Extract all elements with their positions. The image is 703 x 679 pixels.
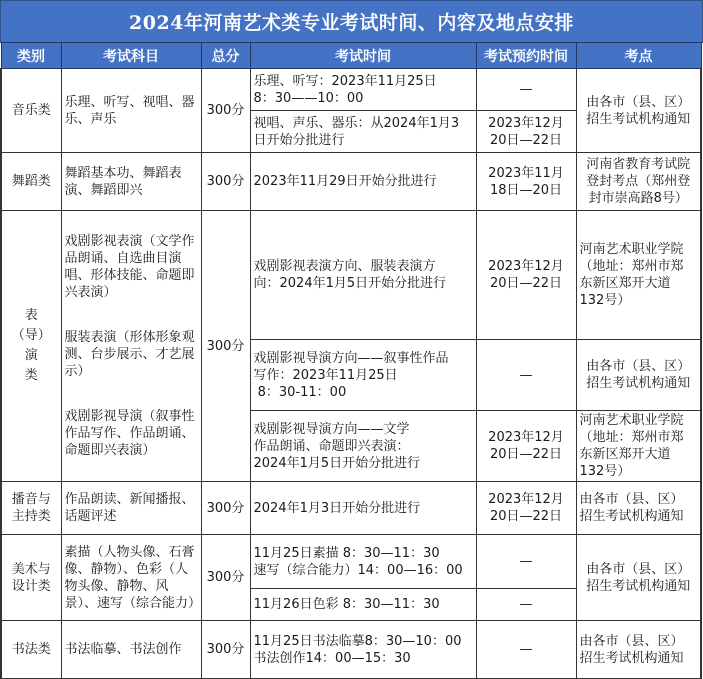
header-score: 总分 <box>201 43 250 69</box>
location-cell: 由各市（县、区） 招生考试机构通知 <box>576 621 701 679</box>
location-cell: 河南艺术职业学院 （地址：郑州市郑 东新区郑开大道 132号） <box>576 411 701 482</box>
location-cell: 由各市（县、区） 招生考试机构通知 <box>576 535 701 621</box>
location-cell: 由各市（县、区） 招生考试机构通知 <box>576 340 701 411</box>
category-cell: 表 （导） 演 类 <box>1 211 61 482</box>
score-cell: 300分 <box>201 153 250 211</box>
subjects-cell: 素描（人物头像、石膏像、静物）、色彩（人物头像、静物、风景）、速写（综合能力） <box>61 535 201 621</box>
reservation-cell: — <box>476 589 576 621</box>
category-cell: 音乐类 <box>1 69 61 153</box>
category-cell: 播音与 主持类 <box>1 482 61 535</box>
exam-time-cell: 2024年1月3日开始分批进行 <box>250 482 476 535</box>
score-cell: 300分 <box>201 482 250 535</box>
header-reservation-time: 考试预约时间 <box>476 43 576 69</box>
subjects-cell: 书法临摹、书法创作 <box>61 621 201 679</box>
location-cell: 河南省教育考试院 登封考点（郑州登 封市崇高路8号） <box>576 153 701 211</box>
table-row-art-design <box>1 535 701 589</box>
subjects-cell: 乐理、听写、视唱、器乐、声乐 <box>61 69 201 153</box>
exam-time-cell: 乐理、听写：2023年11月25日 8：30——10：00 <box>250 69 476 111</box>
location-cell: 河南艺术职业学院 （地址：郑州市郑 东新区郑开大道 132号） <box>576 211 701 340</box>
document-title: 2024年河南艺术类专业考试时间、内容及地点安排 <box>0 0 703 43</box>
exam-time-cell: 视唱、声乐、器乐：从2024年1月3 日开始分批进行 <box>250 111 476 153</box>
exam-time-cell: 戏剧影视导演方向——叙事性作品 写作：2023年11月25日 8：30-11：00 <box>250 340 476 411</box>
reservation-cell: — <box>476 535 576 589</box>
location-cell: 由各市（县、区） 招生考试机构通知 <box>576 69 701 153</box>
category-cell: 书法类 <box>1 621 61 679</box>
table-row-music <box>1 69 701 111</box>
reservation-cell: — <box>476 69 576 111</box>
header-location: 考点 <box>576 43 701 69</box>
score-cell: 300分 <box>201 211 250 482</box>
reservation-cell: — <box>476 621 576 679</box>
table-row-calligraphy <box>1 621 701 679</box>
exam-time-cell: 11月26日色彩 8：30—11：30 <box>250 589 476 621</box>
reservation-cell: 2023年12月 20日—22日 <box>476 482 576 535</box>
category-cell: 舞蹈类 <box>1 153 61 211</box>
header-category: 类别 <box>1 43 61 69</box>
reservation-cell: 2023年12月 20日—22日 <box>476 211 576 340</box>
category-cell: 美术与 设计类 <box>1 535 61 621</box>
subjects-cell: 戏剧影视表演（文学作品朗诵、自选曲目演唱、形体技能、命题即兴表演） 服装表演（形体形象观测、台步展示、才艺展示） 戏剧影视导演（叙事性作品写作、作品朗诵、命题即兴表演） <box>61 211 201 482</box>
subjects-cell: 舞蹈基本功、舞蹈表演、舞蹈即兴 <box>61 153 201 211</box>
location-cell: 由各市（县、区） 招生考试机构通知 <box>576 482 701 535</box>
reservation-cell: 2023年12月 20日—22日 <box>476 411 576 482</box>
table-header-row <box>1 43 701 69</box>
subjects-cell: 作品朗读、新闻播报、话题评述 <box>61 482 201 535</box>
reservation-cell: — <box>476 340 576 411</box>
header-exam-time: 考试时间 <box>250 43 476 69</box>
table-row-dance <box>1 153 701 211</box>
table-row-broadcasting <box>1 482 701 535</box>
table-row-acting <box>1 211 701 340</box>
score-cell: 300分 <box>201 535 250 621</box>
header-subjects: 考试科目 <box>61 43 201 69</box>
reservation-cell: 2023年12月 20日—22日 <box>476 111 576 153</box>
exam-time-cell: 戏剧影视导演方向——文学 作品朗诵、命题即兴表演： 2024年1月5日开始分批进行 <box>250 411 476 482</box>
reservation-cell: 2023年11月 18日—20日 <box>476 153 576 211</box>
exam-time-cell: 2023年11月29日开始分批进行 <box>250 153 476 211</box>
score-cell: 300分 <box>201 621 250 679</box>
score-cell: 300分 <box>201 69 250 153</box>
exam-time-cell: 戏剧影视表演方向、服装表演方 向：2024年1月5日开始分批进行 <box>250 211 476 340</box>
exam-time-cell: 11月25日书法临摹8：30—10：00 书法创作14：00—15：30 <box>250 621 476 679</box>
exam-schedule-table <box>0 42 702 679</box>
exam-time-cell: 11月25日素描 8：30—11：30 速写（综合能力）14：00—16：00 <box>250 535 476 589</box>
